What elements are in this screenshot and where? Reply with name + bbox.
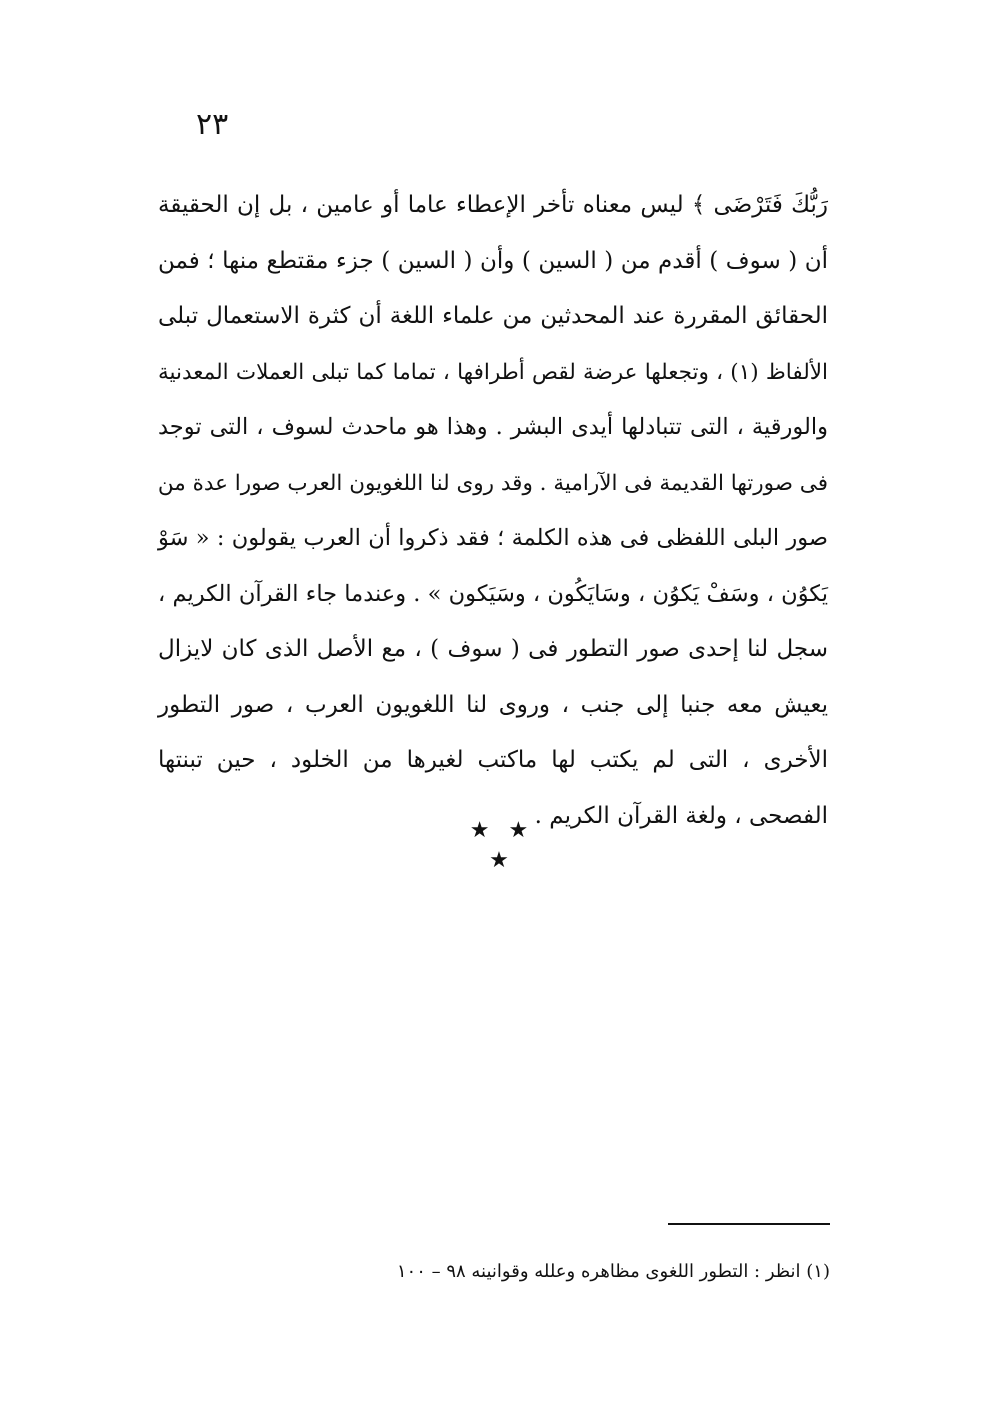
text-line: يعيش معه جنبا إلى جنب ، وروى لنا اللغويون العرب ، صور التطور xyxy=(158,691,828,718)
text-line: أن ( سوف ) أقدم من ( السين ) وأن ( السين ) جزء مقتطع منها ؛ فمن xyxy=(158,247,828,274)
text-line: الأخرى ، التى لم يكتب لها ماكتب لغيرها من الخلود ، حين تبنتها xyxy=(158,747,828,773)
text-line: رَبُّكَ فَتَرْضَى ﴾ ليس معناه تأخر الإعطاء عاما أو عامين ، بل إن الحقيقة xyxy=(158,192,828,218)
footnote: (١) انظر : التطور اللغوى مظاهره وعلله وقوانينه ٩٨ – ١٠٠ xyxy=(396,1261,830,1282)
text-line: يَكوُن ، وسَفْ يَكوُن ، وسَايَكُون ، وسَيَكون » . وعندما جاء القرآن الكريم ، xyxy=(158,580,828,607)
body-paragraph xyxy=(158,178,828,844)
text-line: الحقائق المقررة عند المحدثين من علماء اللغة أن كثرة الاستعمال تبلى xyxy=(158,303,828,329)
text-line: فى صورتها القديمة فى الآرامية . وقد روى لنا اللغويون العرب صورا عدة من xyxy=(157,470,828,496)
section-separator-stars: ★ ★ ★ xyxy=(469,818,535,873)
text-line: الفصحى ، ولغة القرآن الكريم . xyxy=(534,802,828,829)
text-line: صور البلى اللفظى فى هذه الكلمة ؛ فقد ذكروا أن العرب يقولون : « سَوْ xyxy=(158,525,828,551)
page-number: ٢٣ xyxy=(196,107,229,142)
text-line: سجل لنا إحدى صور التطور فى ( سوف ) ، مع الأصل الذى كان لايزال xyxy=(158,636,828,662)
text-line: والورقية ، التى تتبادلها أيدى البشر . وهذا هو ماحدث لسوف ، التى توجد xyxy=(158,414,828,440)
footnote-divider xyxy=(668,1223,830,1225)
text-line: الألفاظ (١) ، وتجعلها عرضة لقص أطرافها ، تماما كما تبلى العملات المعدنية xyxy=(158,359,828,385)
